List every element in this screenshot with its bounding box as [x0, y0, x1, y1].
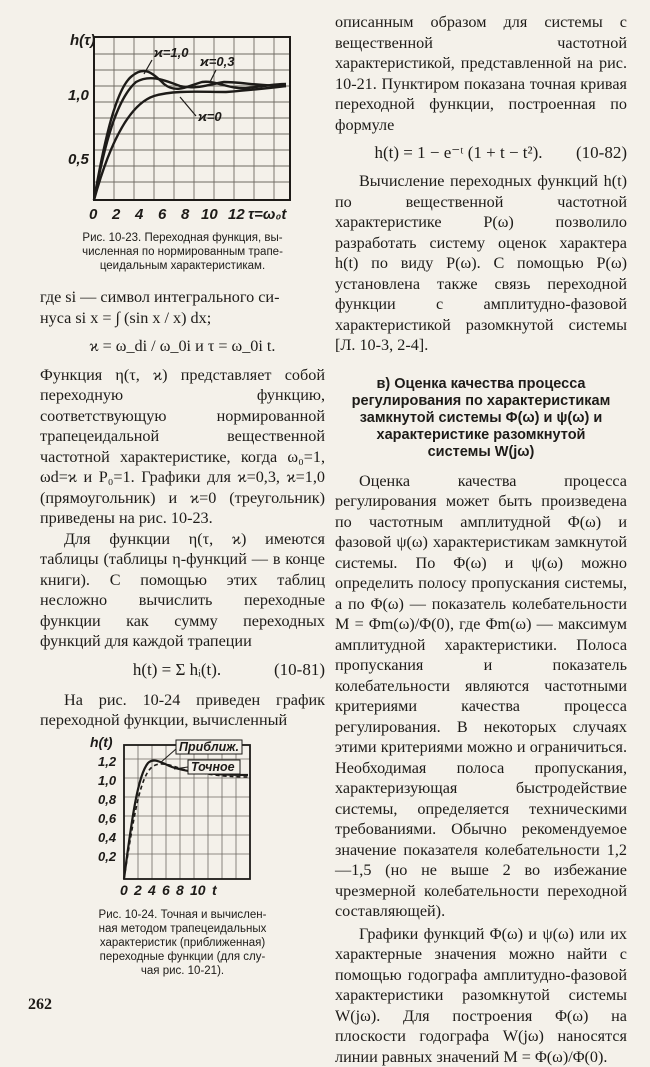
fig23-xtick: 8 [181, 206, 190, 222]
fig23-xlabel: τ=ω₀t [248, 206, 287, 222]
fig24-label-approx: Приближ. [179, 740, 239, 754]
fig23-grid [94, 37, 290, 200]
figure-10-23 [40, 12, 325, 222]
paragraph-eta-function: Функция η(τ, ϰ) представляет собой переходную функцию, соответствующую нормированной трапецеидальной вещественной частотной характеристике, когда ω₀=1, ωd=ϰ и P₀=1. Графики для ϰ=0,3, ϰ=1,0 (прямоугольник) и ϰ=0 (треугольник) приведены на рис. 10-23. [40, 365, 325, 529]
paragraph-quality-estimate: Оценка качества процесса регулирования может быть произведена по частотным амплитудной Φ(ω) и фазовой ψ(ω) характеристикам замкнутой системы. По Φ(ω) и ψ(ω) можно определить полосу пропускания системы, а по Φ(ω) — показатель колебательности M = Φm(ω)/Φ(0), где Φm(ω) — максимум амплитудной характеристики. Полоса пропускания и показатель колебательности являются частотными критериями качества процесса регулирования. В некоторых случаях этими критериями можно и ограничиться. Необходимая полоса пропускания, характеризующая быстродействие системы, определяется техническими требованиями. Обычно рекомендуемое значение показателя колебательности 1,2—1,5 (но не выше 2 во избежание чрезмерной колебательности переходной составляющей). [335, 471, 627, 922]
fig24-ytick: 0,6 [98, 811, 117, 826]
fig24-curve-exact [124, 763, 248, 878]
caption-line: Рис. 10-23. Переходная функция, вы- [42, 231, 323, 245]
fig24-xticks [120, 882, 218, 898]
fig23-xtick: 6 [158, 206, 167, 222]
section-heading: в) Оценка качества процесса регулирования по характеристикам замкнутой системы Φ(ω) и ψ(ω) и характеристике разомкнутой системы W(jω) [349, 376, 613, 461]
paragraph-continued: описанным образом для системы с вещественной частотной характеристикой, представленной на рис. 10-21. Пунктиром показана точная кривая переходной функции, построенная по формуле [335, 12, 627, 135]
fig24-ytick: 1,2 [98, 754, 117, 769]
where-line-1: где si — символ интегрального си- [40, 287, 325, 308]
equation-10-82-body: h(t) = 1 − e⁻ᵗ (1 + t − t²). [374, 143, 542, 163]
fig24-xtick: 4 [147, 882, 156, 898]
fig23-ylabel: h(τ) [70, 32, 95, 49]
fig24-xtick: 10 [190, 882, 206, 898]
caption-line: чая рис. 10-21). [58, 964, 307, 978]
fig23-curve-k0 [94, 86, 286, 200]
where-line-2: нуса si x = ∫ (sin x / x) dx; [40, 308, 325, 329]
fig23-xtick: 12 [228, 206, 245, 222]
fig24-ylabel: h(t) [90, 737, 113, 750]
fig24-xtick: 6 [162, 882, 170, 898]
paragraph-fig24-intro: На рис. 10-24 приведен график переходной функции, вычисленный [40, 690, 325, 731]
equation-10-82-number: (10-82) [576, 143, 627, 163]
equation-10-81-number: (10-81) [274, 660, 325, 680]
kappa-equation: ϰ = ω_di / ω_0i и τ = ω_0i t. [40, 336, 325, 357]
caption-line: численная по нормированным трапе- [42, 245, 323, 259]
figure-10-24 [40, 737, 325, 899]
fig24-caption [40, 908, 325, 978]
fig23-label-k0: ϰ=0 [197, 109, 222, 124]
equation-10-81-body: h(t) = Σ hᵢ(t). [133, 660, 221, 680]
fig23-label-k03: ϰ=0,3 [199, 54, 235, 69]
fig23-caption [40, 231, 325, 273]
fig24-ytick: 0,4 [98, 830, 117, 845]
fig23-xticks [89, 206, 287, 222]
fig24-xlabel: t [212, 882, 218, 898]
fig24-ytick: 0,8 [98, 792, 117, 807]
fig23-xtick: 2 [111, 206, 121, 222]
caption-line: характеристик (приближенная) [58, 936, 307, 950]
left-column [40, 12, 325, 978]
equation-10-82 [335, 143, 627, 163]
fig23-xtick: 10 [201, 206, 218, 222]
fig23-frame [94, 37, 290, 200]
paragraph-hodograph: Графики функций Φ(ω) и ψ(ω) или их характерные значения можно найти с помощью годографа амплитудно-фазовой характеристики разомкнутой системы W(jω). Для построения Φ(ω) на плоскости годографа W(jω) наносятся линии равных значений M = Φ(ω)/Φ(0). [335, 924, 627, 1067]
fig23-label-k1: ϰ=1,0 [153, 45, 189, 60]
fig24-xtick: 8 [176, 882, 184, 898]
fig24-xtick: 0 [120, 882, 128, 898]
fig24-ytick: 1,0 [98, 773, 117, 788]
caption-line: ная методом трапецеидальных [58, 922, 307, 936]
fig23-ytick-05: 0,5 [68, 151, 90, 168]
right-column [335, 12, 627, 1067]
fig23-xtick: 0 [89, 206, 98, 222]
caption-line: цеидальным характеристикам. [42, 259, 323, 273]
fig24-xtick: 2 [133, 882, 142, 898]
fig24-label-exact: Точное [191, 760, 235, 774]
fig24-ytick: 0,2 [98, 849, 117, 864]
fig23-ytick-1: 1,0 [68, 87, 90, 104]
paragraph-eta-tables: Для функции η(τ, ϰ) имеются таблицы (таблицы η-функций — в конце книги). С помощью этих таблиц несложно вычислить переходные функции как сумму переходных функций для каждой трапеции [40, 529, 325, 652]
caption-line: Рис. 10-24. Точная и вычислен- [58, 908, 307, 922]
fig23-xtick: 4 [134, 206, 144, 222]
paragraph-p-omega: Вычисление переходных функций h(t) по вещественной частотной характеристике P(ω) позволило разработать систему оценок характера h(t) по виду P(ω). С помощью P(ω) установлена также связь переходной функции с амплитудно-фазовой характеристикой разомкнутой системы [Л. 10-3, 2-4]. [335, 171, 627, 356]
page-number: 262 [28, 996, 52, 1014]
fig24-yticks [98, 754, 117, 864]
equation-10-81 [40, 660, 325, 680]
caption-line: переходные функции (для слу- [58, 950, 307, 964]
fig23-curves [94, 71, 286, 200]
